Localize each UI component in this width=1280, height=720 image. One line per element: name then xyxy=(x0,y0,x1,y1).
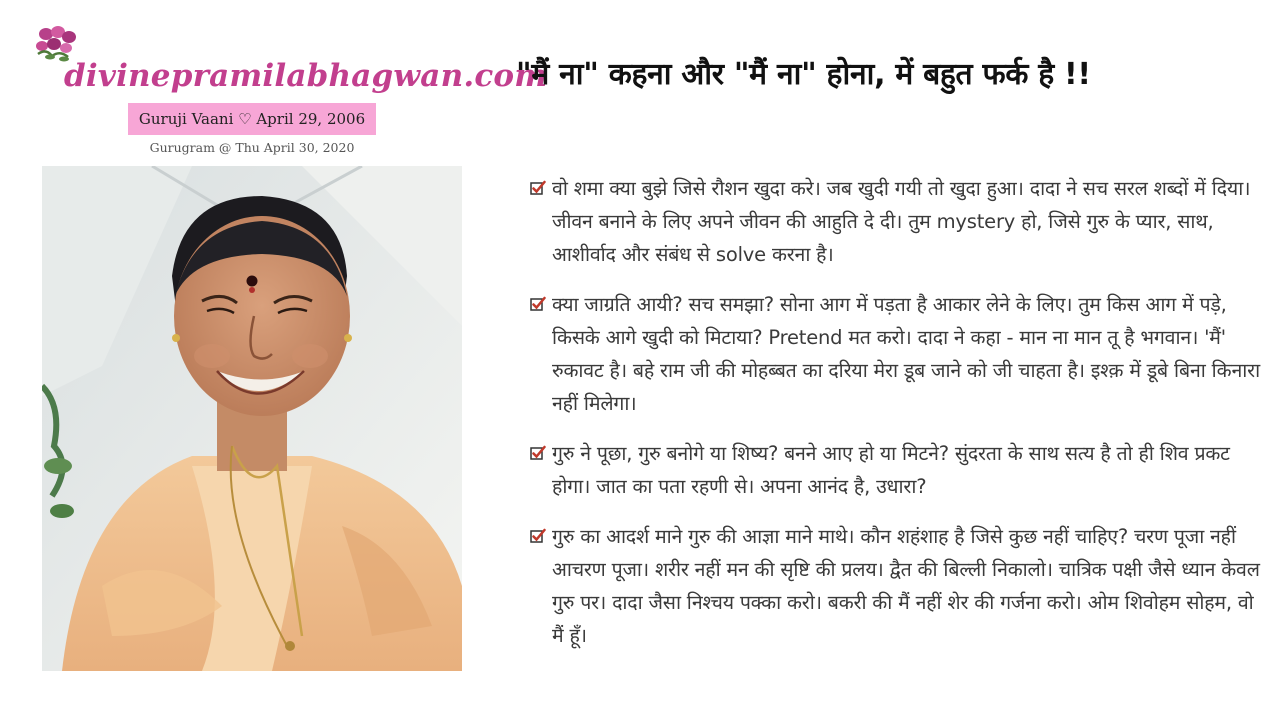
location-date-line: Gurugram @ Thu April 30, 2020 xyxy=(149,140,355,155)
checkbox-checked-icon xyxy=(530,445,546,461)
list-item-text: गुरु ने पूछा, गुरु बनोगे या शिष्य? बनने आए हो या मिटने? सुंदरता के साथ सत्य है तो ही शिव प्रकट होगा। जात का पता रहणी से। अपना आनंद है, उधारा? xyxy=(552,442,1230,498)
site-name: divinepramilabhagwan.com xyxy=(64,58,548,94)
checkbox-checked-icon xyxy=(530,296,546,312)
list-item-text: क्या जाग्रति आयी? सच समझा? सोना आग में पड़ता है आकार लेने के लिए। तुम किस आग में पड़े, किसके आगे खुदी को मिटाया? Pretend मत करो। दादा ने कहा - मान ना मान तू है भगवान। 'मैं' रुकावट है। बहे राम जी की मोहब्बत का दरिया मेरा डूब जाने को जी चाहता है। इश्क़ में डूबे बिना किनारा नहीं मिलेगा। xyxy=(552,293,1260,415)
branding-panel xyxy=(0,0,548,720)
list-item-text: वो शमा क्या बुझे जिसे रौशन खुदा करे। जब खुदी गयी तो खुदा हुआ। दादा ने सच सरल शब्दों में दिया। जीवन बनाने के लिए अपने जीवन की आहुति दे दी। तुम mystery हो, जिसे गुरु के प्यार, साथ, आशीर्वाद और संबंध से solve करना है। xyxy=(552,177,1251,266)
list-item xyxy=(530,288,1260,420)
checkbox-checked-icon xyxy=(530,528,546,544)
list-item xyxy=(530,437,1260,503)
list-item xyxy=(530,172,1260,271)
list-item xyxy=(530,520,1260,652)
page-headline: "मैं ना" कहना और "मैं ना" होना, में बहुत फर्क है !! xyxy=(516,57,1091,92)
vaani-date-badge xyxy=(128,103,376,135)
teaching-points-list xyxy=(530,172,1260,669)
list-item-text: गुरु का आदर्श माने गुरु की आज्ञा माने माथे। कौन शहंशाह है जिसे कुछ नहीं चाहिए? चरण पूजा नहीं आचरण पूजा। शरीर नहीं मन की सृष्टि की प्रलय। द्वैत की बिल्ली निकालो। चात्रिक पक्षी जैसे ध्यान केवल गुरु पर। दादा जैसा निश्चय पक्का करो। बकरी की मैं नहीं शेर की गर्जना करो। ओम शिवोहम सोहम, वो मैं हूँ। xyxy=(552,525,1260,647)
vaani-date-label: Guruji Vaani ♡ April 29, 2006 xyxy=(138,110,366,128)
checkbox-checked-icon xyxy=(530,180,546,196)
portrait-illustration xyxy=(42,166,462,671)
portrait-photo xyxy=(42,166,462,671)
